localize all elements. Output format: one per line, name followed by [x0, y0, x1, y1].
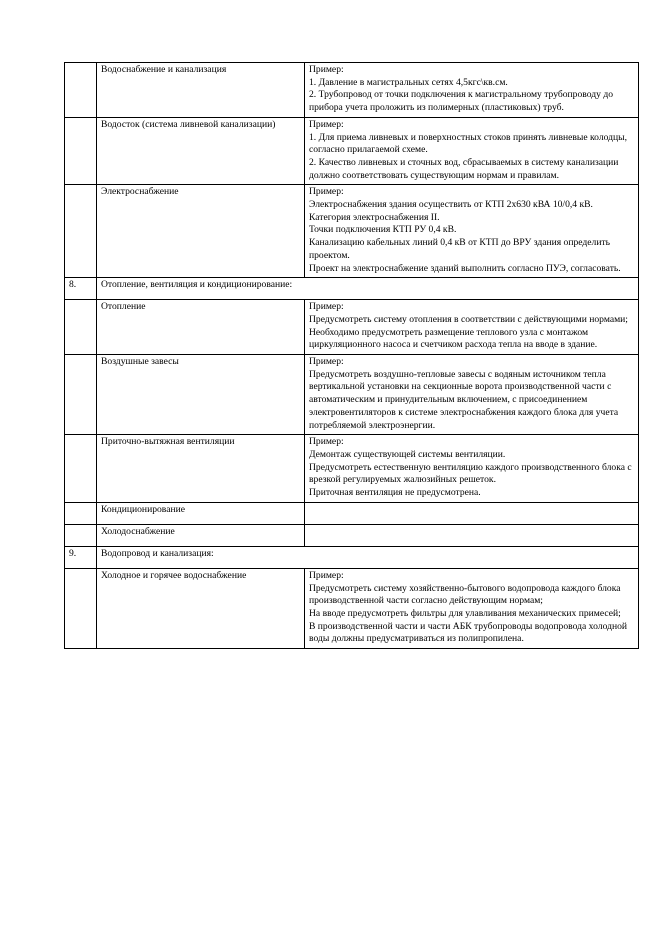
description-line: Пример:: [309, 301, 344, 313]
requirement-description: [305, 63, 639, 118]
description-line: Предусмотреть систему хозяйственно-бытового водопровода каждого блока производственной части согласно действующим нормам;: [309, 582, 621, 607]
row-number: [65, 524, 97, 546]
requirement-description: [305, 568, 639, 648]
row-number: [65, 300, 97, 355]
description-line: Пример:: [309, 436, 344, 448]
table-row: [65, 300, 639, 355]
row-number: [65, 435, 97, 503]
description-line: Предусмотреть воздушно-тепловые завесы с водяным источником тепла вертикальной установки на секционные ворота производственной части с автоматическим и принудительным включением, с присоединением электровентиляторов к системе электроснабжения каждого блока для учета потребляемой электроэнергии.: [309, 368, 619, 431]
description-line: Пример:: [309, 186, 344, 198]
requirement-name: Холодоснабжение: [97, 524, 305, 546]
requirement-description: [305, 117, 639, 185]
row-number: 8.: [65, 278, 97, 300]
table-row: [65, 355, 639, 435]
section-title: Отопление, вентиляция и кондиционирование:: [97, 278, 639, 300]
requirement-name: Электроснабжение: [97, 185, 305, 278]
row-number: [65, 502, 97, 524]
description-line: Категория электроснабжения II.: [309, 211, 440, 223]
requirement-description: [305, 185, 639, 278]
requirements-table: [64, 62, 639, 649]
description-line: 2. Трубопровод от точки подключения к магистральному трубопроводу до прибора учета проложить из полимерных (пластиковых) труб.: [309, 89, 614, 114]
table-row: [65, 435, 639, 503]
table-row: [65, 63, 639, 118]
description-line: На вводе предусмотреть фильтры для улавливания механических примесей;: [309, 607, 621, 619]
row-number: [65, 117, 97, 185]
requirement-name: Воздушные завесы: [97, 355, 305, 435]
description-line: 2. Качество ливневых и сточных вод, сбрасываемых в систему канализации должно соответствовать существующим нормам и правилам.: [309, 156, 619, 181]
description-line: Точки подключения КТП РУ 0,4 кВ.: [309, 224, 457, 236]
description-line: 1. Для приема ливневых и поверхностных стоков принять ливневые колодцы, согласно прилагаемой схеме.: [309, 131, 628, 156]
requirement-description: [305, 524, 639, 546]
table-row: [65, 524, 639, 546]
description-line: Демонтаж существующей системы вентиляции.: [309, 448, 506, 460]
section-title: Водопровод и канализация:: [97, 546, 639, 568]
description-line: Предусмотреть систему отопления в соответствии с действующими нормами;: [309, 313, 628, 325]
description-line: Проект на электроснабжение зданий выполнить согласно ПУЭ, согласовать.: [309, 262, 621, 274]
row-number: [65, 185, 97, 278]
table-row: [65, 502, 639, 524]
description-line: Канализацию кабельных линий 0,4 кВ от КТП до ВРУ здания определить проектом.: [309, 237, 611, 261]
requirement-description: [305, 502, 639, 524]
requirement-name: Кондиционирование: [97, 502, 305, 524]
description-line: Приточная вентиляция не предусмотрена.: [309, 487, 481, 499]
row-number: [65, 355, 97, 435]
table-row: [65, 568, 639, 648]
requirement-name: Отопление: [97, 300, 305, 355]
row-number: 9.: [65, 546, 97, 568]
description-line: Пример:: [309, 64, 344, 75]
description-line: Предусмотреть естественную вентиляцию каждого производственного блока с врезкой регулируемых жалюзийных решеток.: [309, 461, 632, 486]
requirement-name: Водосток (система ливневой канализации): [97, 117, 305, 185]
table-row: [65, 185, 639, 278]
table-row: [65, 117, 639, 185]
requirement-name: Водоснабжение и канализация: [97, 63, 305, 118]
requirement-name: Приточно-вытяжная вентиляции: [97, 435, 305, 503]
description-line: Необходимо предусмотреть размещение теплового узла с монтажом циркуляционного насоса и счетчиком расхода тепла на вводе в здание.: [309, 326, 598, 351]
section-row: [65, 546, 639, 568]
requirements-table-body: [65, 63, 639, 649]
requirement-name: Холодное и горячее водоснабжение: [97, 568, 305, 648]
requirement-description: [305, 355, 639, 435]
row-number: [65, 568, 97, 648]
description-line: Пример:: [309, 569, 344, 581]
description-line: Пример:: [309, 356, 344, 368]
description-line: Электроснабжения здания осуществить от КТП 2х630 кВА 10/0,4 кВ.: [309, 199, 593, 211]
section-row: [65, 278, 639, 300]
description-line: 1. Давление в магистральных сетях 4,5кгс\кв.см.: [309, 76, 508, 88]
description-line: В производственной части и части АБК трубопроводы водопровода холодной воды должны предусматриваться из полипропилена.: [309, 620, 628, 645]
row-number: [65, 63, 97, 118]
requirement-description: [305, 435, 639, 503]
requirement-description: [305, 300, 639, 355]
description-line: Пример:: [309, 118, 344, 130]
